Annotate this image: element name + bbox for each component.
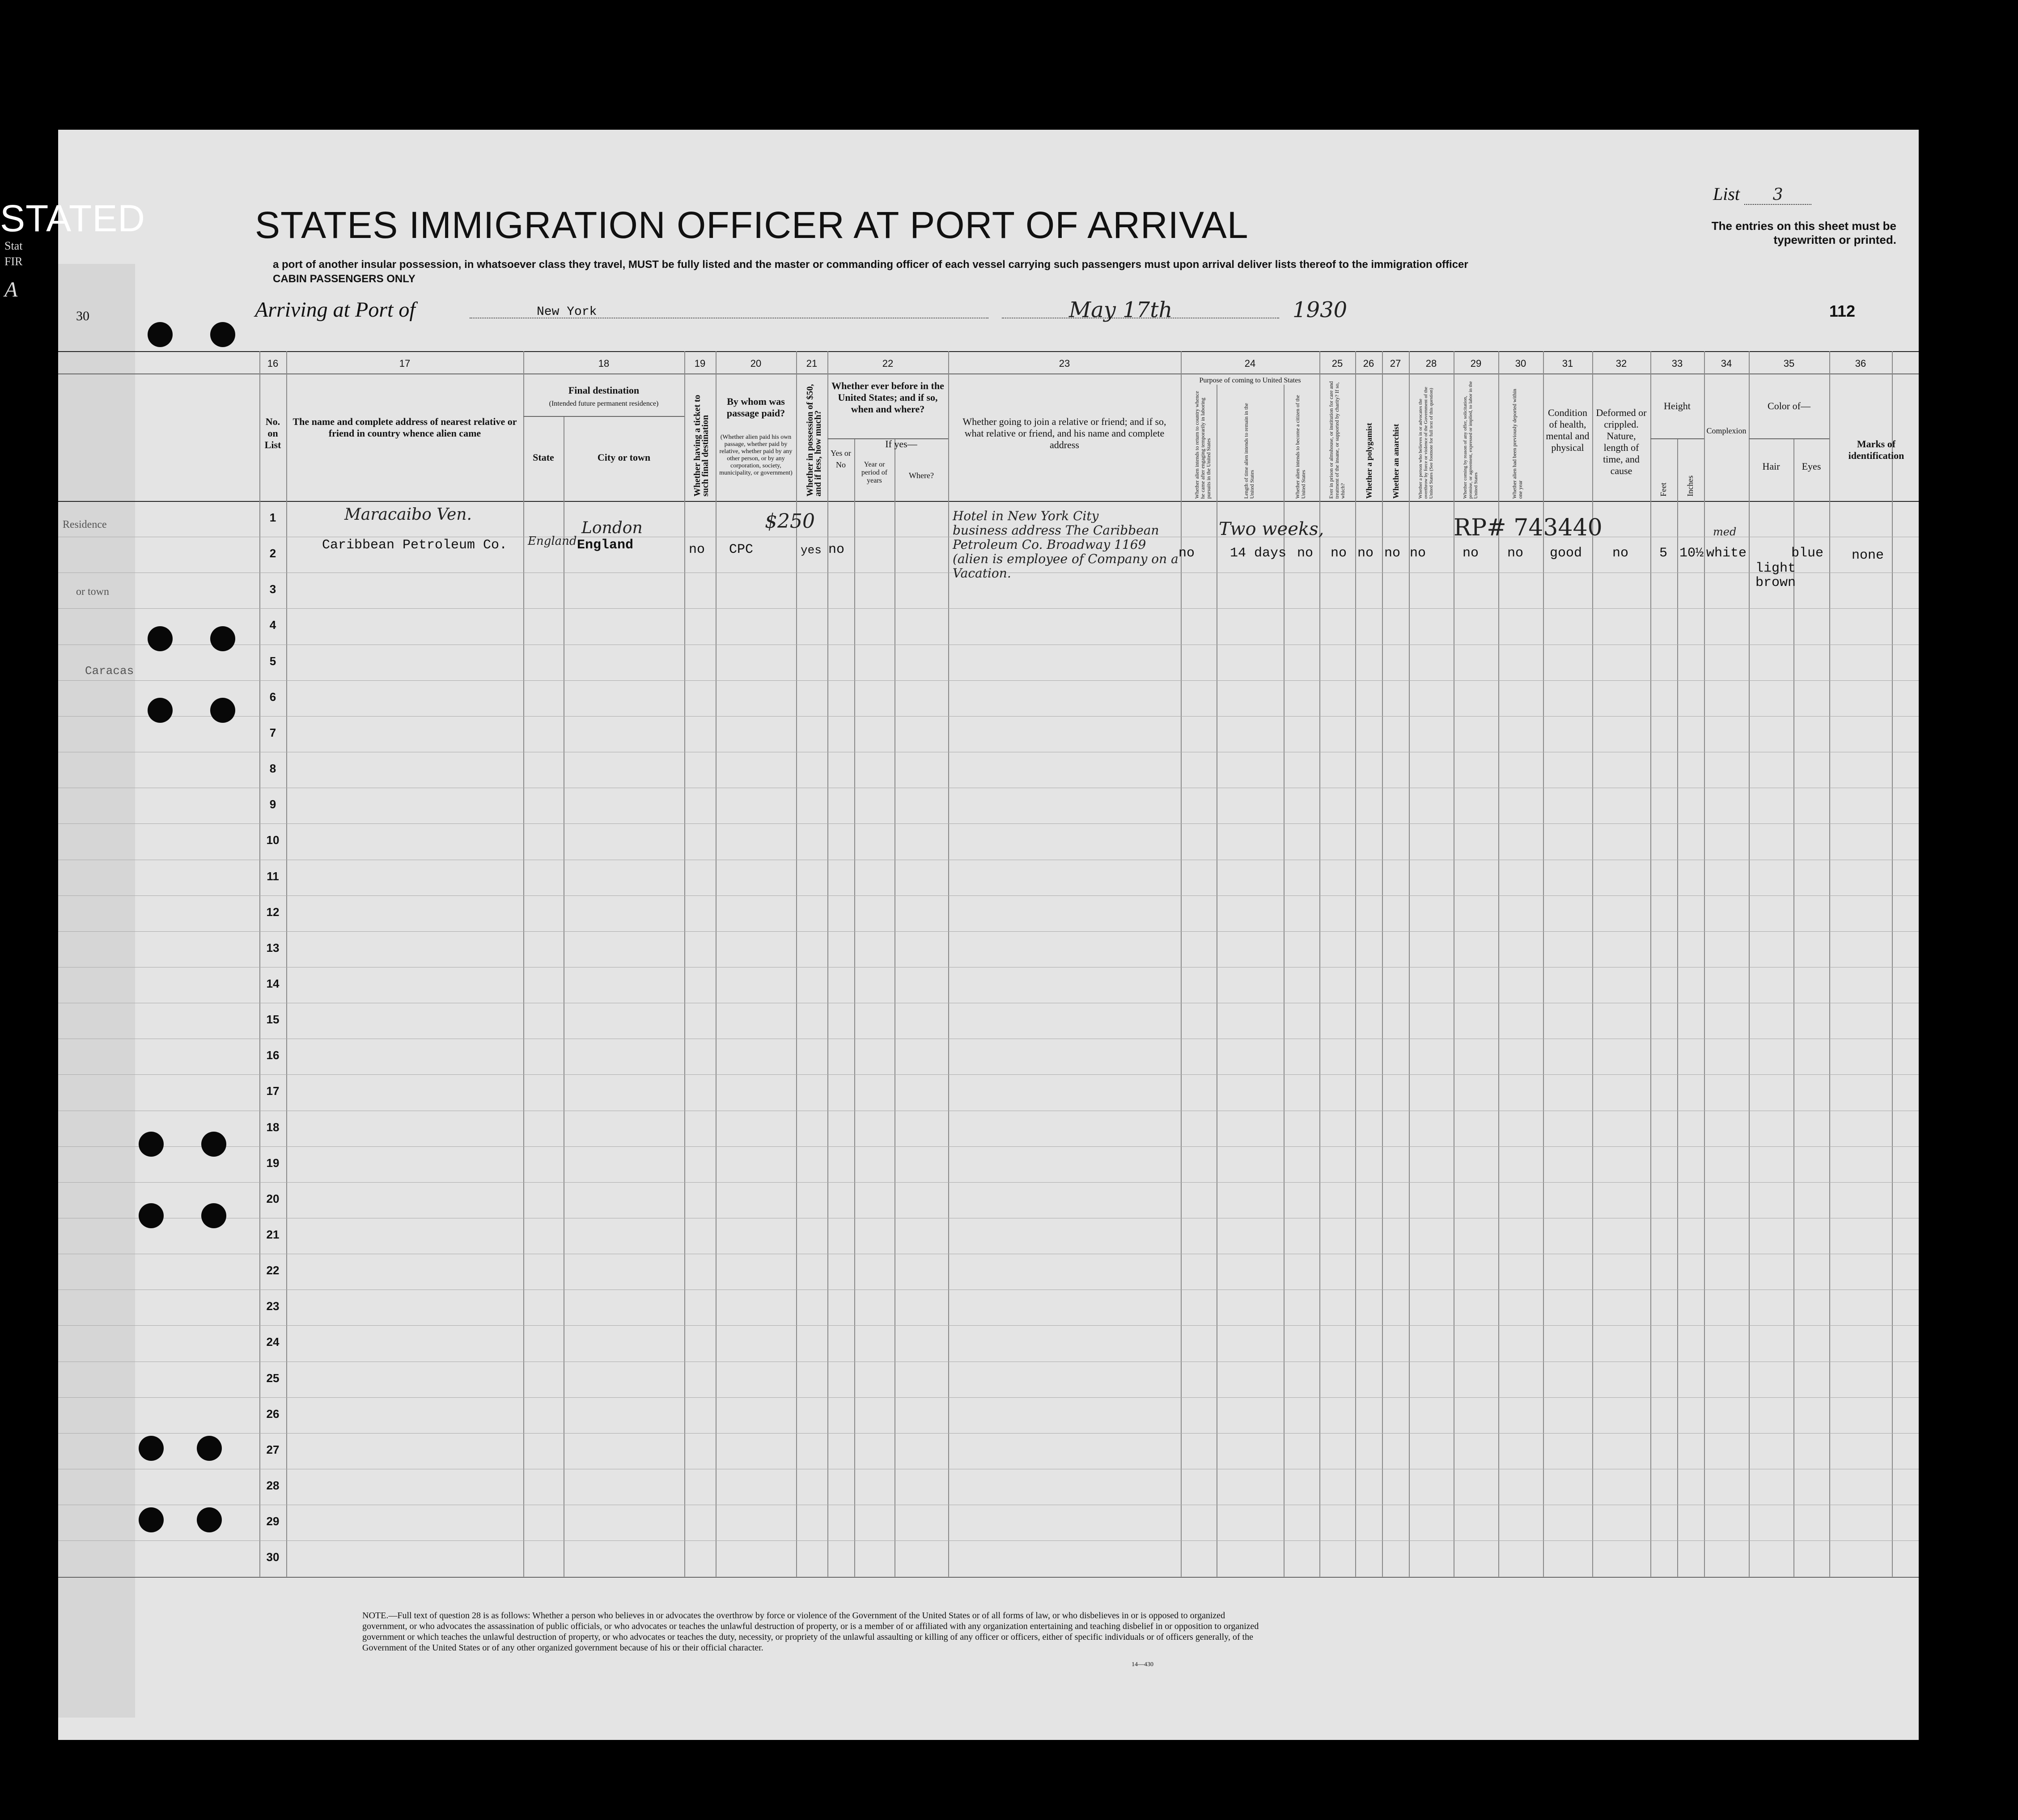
header-anarchist: Whether an anarchist [1391,424,1400,499]
punch-hole [148,698,173,723]
col-line [1892,351,1893,1577]
entry-deported: no [1507,546,1524,561]
col-line [948,351,949,1577]
row-number: 15 [266,1013,280,1026]
col-line [1409,351,1410,1577]
row-number: 26 [266,1407,280,1421]
punch-hole [210,322,235,347]
col-num-18: 18 [598,358,610,369]
table-top-line [58,351,1919,352]
entry-marks: none [1852,548,1884,563]
date-value: May 17th [1069,297,1173,322]
entry-relative-city: Maracaibo Ven. [344,505,472,524]
left-note-2: FIR [4,255,23,268]
header-health: Condition of health, mental and physical [1546,407,1590,453]
col-num-20: 20 [750,358,762,369]
row-number: 22 [266,1264,280,1277]
page-subtitle: a port of another insular possession, in whatsoever class they travel, MUST be fully listed and the master or commanding officer of each vessel carrying such passengers must upon arrival deliver lists thereof to the immigration officer [273,259,1468,271]
punch-hole [210,626,235,651]
col-line [259,351,260,1577]
row-line [58,608,1919,609]
row-number: 19 [266,1156,280,1170]
col-num-21: 21 [806,358,818,369]
entry-q29: no [1463,546,1479,561]
entry-citizen: no [1297,546,1314,561]
row-number: 29 [266,1515,280,1528]
header-feet: Feet [1659,483,1668,496]
header-q28: Whether a person who believes in or advocates the overthrow by force or violence of the Government of the United States (See footnote for full text of this question) [1418,386,1434,499]
header-purpose-c: Whether alien intends to become a citizen of the United States [1294,395,1306,499]
entry-deformed: no [1612,546,1629,561]
left-value-1: Caracas [85,664,134,678]
list-label: List 3 [1713,183,1811,205]
row-number: 28 [266,1479,280,1492]
dest-divider [523,416,684,417]
header-where: Where? [909,471,934,480]
header-polygamist: Whether a polygamist [1365,423,1374,499]
col-num-33: 33 [1671,358,1683,369]
header-bottom-line [58,501,1919,502]
entry-eyes: blue [1791,546,1824,561]
entry-hair: light brown [1755,561,1796,590]
header-year-period: Year or period of years [861,461,888,484]
header-possession: Whether in possession of $50, and if less, how much? [805,384,823,496]
punch-hole [139,1203,164,1228]
row-number: 27 [266,1443,280,1456]
row-number: 17 [266,1084,280,1098]
header-city: City or town [597,452,651,463]
entry-nearest-relative: Caribbean Petroleum Co. [322,538,508,553]
entry-prison: no [1331,546,1347,561]
left-page-strip [58,264,135,1718]
row-number: 2 [269,547,276,560]
row-number: 1 [269,511,276,524]
row-number: 5 [269,654,276,668]
col-num-17: 17 [399,358,411,369]
row-number: 10 [266,833,280,847]
col-line [684,351,685,1577]
col-line [1793,438,1794,1577]
col-number-line [58,373,1919,374]
row-line [58,716,1919,717]
row-number: 20 [266,1192,280,1205]
col-num-23: 23 [1059,358,1070,369]
col-num-32: 32 [1615,358,1627,369]
col-line [1677,438,1678,1577]
entry-feet: 5 [1659,546,1668,561]
punch-hole [139,1507,164,1532]
col-line [1749,351,1750,1577]
row-line [58,1397,1919,1398]
color-divider [1749,438,1829,439]
punch-hole [197,1436,222,1461]
col-line [854,438,855,1577]
row-number: 13 [266,941,280,955]
header-deformed: Deformed or crippled. Nature, length of time, and cause [1596,407,1647,476]
row-line [58,1325,1919,1326]
row-number: 14 [266,977,280,990]
header-complexion: Complexion [1706,426,1747,435]
entry-join-relative: Hotel in New York City business address The Caribbean Petroleum Co. Broadway 1169 (alien is employee of Company on a Vacation. [953,509,1179,581]
header-passage-paid-sub: (Whether alien paid his own passage, whether paid by relative, whether paid by any other person, or by any corporation, society, municipality, or government) [719,434,793,476]
col-num-34: 34 [1721,358,1732,369]
left-30: 30 [76,309,89,323]
row-number: 3 [269,582,276,596]
row-line [58,895,1919,896]
entry-before: no [828,542,845,557]
entry-complexion: white [1706,546,1747,561]
header-q29: Whether coming by reason of any offer, solicitation, promise, or agreement, expressed or implied, to labor in the United States [1463,381,1479,499]
header-purpose-a: Whether alien intends to return to country whence he came after engaging temporarily in laboring pursuits in the United States [1194,391,1212,499]
entry-city-hand: London [581,519,643,537]
left-residence-label: Residence [63,519,107,530]
row-number: 25 [266,1371,280,1385]
col-num-35: 35 [1783,358,1795,369]
port-value: New York [537,305,597,319]
left-note-3: A [4,278,18,301]
header-purpose: Purpose of coming to United States [1199,377,1301,384]
col-num-22: 22 [882,358,894,369]
col-num-19: 19 [694,358,706,369]
list-number: 3 [1744,186,1811,205]
left-fragment-title: STATED [0,197,145,239]
col-line [1650,351,1651,1577]
header-join-relative: Whether going to join a relative or friend; and if so, what relative or friend, and his name and complete address [962,416,1166,450]
form-number: 14—430 [1132,1661,1153,1668]
footnote: NOTE.—Full text of question 28 is as follows: Whether a person who believes in or advocates the overthrow by force or violence of the Government of the United States or of all forms of law, or who disbelieves in or is opposed to organized government, or who advocates the assassination of public officials, or who advocates or teaches the unlawful destruction of property, or is a member of or affiliated with any organization entertaining and teaching disbelief in or opposition to organized government or which teaches the unlawful destruction of property, or who advocates or teaches the duty, necessity, or propriety of the unlawful assaulting or killing of any officer or officers, either of specific individuals or of officers generally, of the Government of the United States or of any other organized government because of his or their official character. [362,1611,1259,1653]
row-line [58,1182,1919,1183]
entry-polygamist: no [1357,546,1374,561]
header-state: State [533,452,554,463]
left-town-label: or town [76,586,109,598]
col-num-27: 27 [1390,358,1401,369]
header-ticket: Whether having a ticket to such final destination [692,395,710,496]
entry-ticket: no [689,542,705,557]
header-nearest-relative: The name and complete address of nearest relative or friend in country whence alien came [293,416,517,439]
col-num-16: 16 [267,358,279,369]
header-color-of: Color of— [1768,400,1810,412]
col-num-31: 31 [1562,358,1573,369]
row-line [58,823,1919,824]
height-divider [1650,438,1704,439]
header-final-destination-sub: (Intended future permanent residence) [549,400,659,407]
header-passage-paid: By whom was passage paid? [726,396,785,419]
entry-inches: 10½ [1679,546,1704,561]
header-purpose-b: Length of time alien intends to remain in the United States [1243,403,1255,499]
entry-possession: yes [801,543,822,557]
header-deported: Whether alien had been previously deported within one year [1511,389,1523,499]
col-num-24: 24 [1244,358,1256,369]
punch-hole [148,322,173,347]
entry-health: good [1550,546,1582,561]
col-num-29: 29 [1470,358,1482,369]
col-num-26: 26 [1363,358,1374,369]
header-height: Height [1664,400,1691,412]
header-eyes: Eyes [1802,461,1821,472]
row-line [58,1146,1919,1147]
row-number: 6 [269,690,276,704]
punch-hole [139,1436,164,1461]
arriving-label: Arriving at Port of [255,298,415,322]
header-if-yes: If yes— [885,438,917,450]
col-line [796,351,797,1577]
header-prison: Ever in prison or almshouse, or institution for care and treatment of the insane, or supported by charity? If so, which? [1328,381,1346,499]
col-num-30: 30 [1515,358,1526,369]
row-line [58,1540,1919,1541]
entry-permit: RP# 743440 [1454,514,1603,541]
row-number: 4 [269,618,276,632]
row-number: 24 [266,1335,280,1349]
page-title: STATES IMMIGRATION OFFICER AT PORT OF ARRIVAL [255,204,1249,246]
page-number: 112 [1829,302,1856,320]
row-number: 12 [266,905,280,919]
header-before-us: Whether ever before in the United States; and if so, when and where? [831,380,944,415]
col-num-28: 28 [1425,358,1437,369]
col-line [1382,351,1383,1577]
col-line [1284,385,1285,1577]
entry-complexion-note: med [1713,526,1737,538]
page-subtitle-2: CABIN PASSENGERS ONLY [273,273,415,285]
col-line [827,351,828,1577]
col-line [286,351,287,1577]
row-number: 30 [266,1550,280,1564]
entry-return-home: no [1179,546,1195,561]
row-number: 18 [266,1120,280,1134]
entry-anarchist: no [1384,546,1401,561]
punch-hole [139,1132,164,1157]
entry-passage-paid: CPC [729,542,754,557]
punch-hole [201,1132,226,1157]
entry-length-hand: Two weeks, [1219,519,1324,539]
entry-money: $250 [765,510,815,533]
punch-hole [201,1203,226,1228]
col-line [523,351,524,1577]
row-number: 9 [269,798,276,811]
header-final-destination: Final destination [568,385,640,396]
left-note-1: Stat [4,239,23,252]
header-no-on-list: No. on List [264,416,281,450]
manifest-sheet [0,130,1919,1740]
row-line [58,931,1919,932]
row-number: 7 [269,726,276,739]
row-line [58,680,1919,681]
year-value: 1930 [1293,297,1348,322]
row-number: 11 [267,870,279,883]
col-line [1355,351,1356,1577]
col-num-25: 25 [1331,358,1343,369]
punch-hole [197,1507,222,1532]
entries-note: The entries on this sheet must be typewritten or printed. [1711,219,1896,246]
row-number: 23 [266,1299,280,1313]
row-number: 16 [266,1048,280,1062]
row-line [58,1433,1919,1434]
row-line [58,1074,1919,1075]
col-line [1829,351,1830,1577]
col-line [1704,351,1705,1577]
row-number: 21 [266,1228,280,1241]
entry-q28: no [1410,546,1426,561]
header-yes-no: Yes or No [831,449,851,469]
header-inches: Inches [1686,475,1695,496]
entry-length: 14 days [1230,546,1287,561]
header-marks: Marks of identification [1848,438,1904,461]
row-number: 8 [269,762,276,775]
col-num-36: 36 [1855,358,1866,369]
punch-hole [148,626,173,651]
entry-state-hand: England [528,535,577,548]
entry-city: England [577,538,634,553]
punch-hole [210,698,235,723]
header-hair: Hair [1762,461,1780,472]
